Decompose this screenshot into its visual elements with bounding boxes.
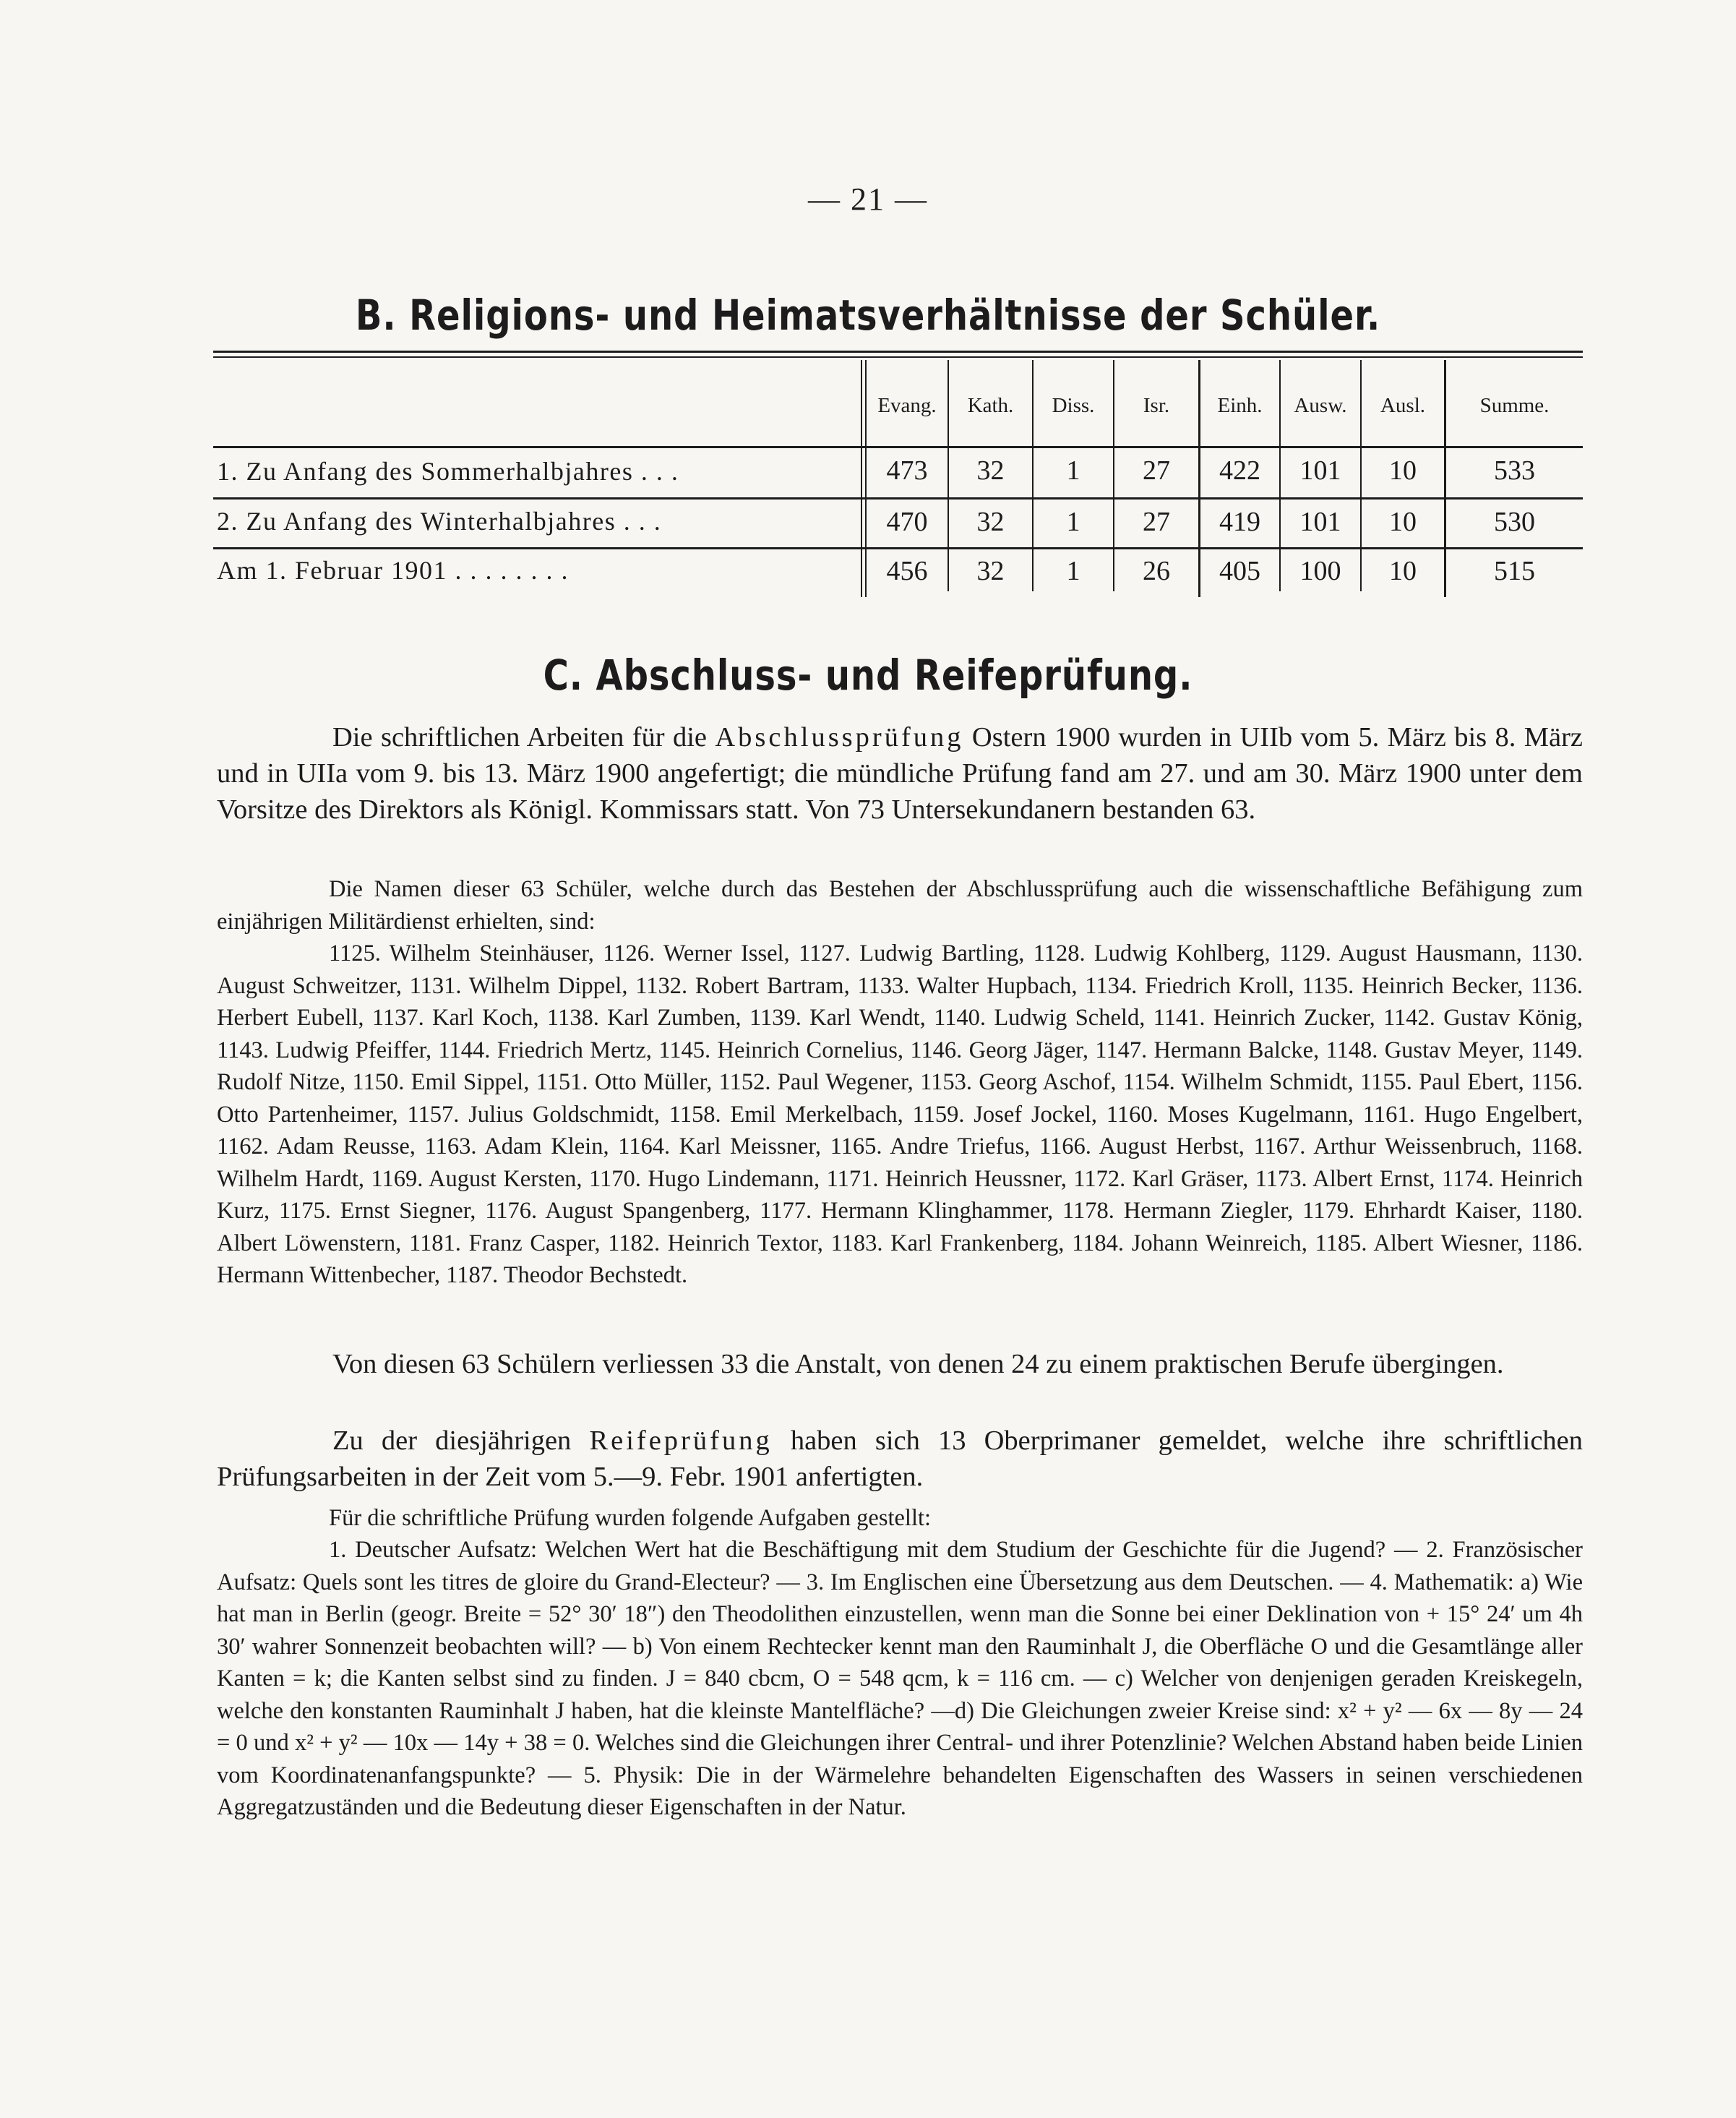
paragraph-text: Zu der diesjährigen [332, 1425, 590, 1456]
table-header-cell: Kath. [967, 394, 1014, 417]
table-cell: 1 [1066, 507, 1080, 537]
table-header-cell: Ausl. [1380, 394, 1426, 417]
paragraph-text: Die schriftlichen Arbeiten für die [332, 722, 716, 753]
table-cell: 10 [1389, 507, 1417, 537]
paragraph-text: haben sich 13 Oberprimaner gemeldet, welche ihre schriftlichen Prüfungsarbeiten in der Zeit vom 5.—9. Febr. 1901 anfertigten. [217, 1425, 1584, 1492]
paragraph-left-school: Von diesen 63 Schülern verliessen 33 die Anstalt, von denen 24 zu einem praktischen Berufe übergingen. [332, 1349, 1504, 1379]
spaced-term: Reifeprüfung [589, 1425, 773, 1456]
paragraph-tasks-intro: Für die schriftliche Prüfung wurden folgende Aufgaben gestellt: [329, 1505, 932, 1531]
paragraph-tasks: 1. Deutscher Aufsatz: Welchen Wert hat die Beschäftigung mit dem Studium der Geschichte für die Jugend? — 2. Französischer Aufsatz: Quels sont les titres de gloire du Grand-Electeur? — 3. Im Englischen eine Übersetzung aus dem Deutschen. — 4. Mathematik: a) Wie hat man in Berlin (geogr. Breite = 52° 30′ 18″) den Theodolithen einzustellen, wenn man die Sonne bei einer Deklination von + 15° 24′ um 4h 30′ wahrer Sonnenzeit beobachten will? — b) Von einem Rechtecker kennt man den Rauminhalt J, die Oberfläche O und die Gesamtlänge aller Kanten = k; die Kanten selbst sind zu finden. J = 840 cbcm, O = 548 qcm, k = 116 cm. — c) Welcher von denjenigen geraden Kreiskegeln, welche den konstanten Rauminhalt J haben, hat die kleinste Mantelfläche? —d) Die Gleichungen zweier Kreise sind: x² + y² — 6x — 8y — 24 = 0 und x² + y² — 10x — 14y + 38 = 0. Welches sind die Gleichungen ihrer Central- und ihrer Potenzlinie? Welchen Abstand haben beide Linien vom Koordinatenanfangspunkte? — 5. Physik: Die in der Wärmelehre behandelten Eigenschaften des Wassers in seinen verschiedenen Aggregatzuständen und die Bedeutung dieser Eigenschaften in der Natur. [217, 1537, 1583, 1820]
table-cell: 27 [1143, 507, 1170, 537]
table-cell: 32 [976, 455, 1005, 486]
table-cell: 473 [886, 455, 928, 486]
paragraph-abschluss [217, 719, 1583, 828]
table-row-label: 1. Zu Anfang des Sommerhalbjahres . . . [217, 457, 679, 486]
table-header-rule [213, 446, 1583, 448]
table-cell: 530 [1494, 507, 1535, 537]
table-header-cell: Evang. [877, 394, 937, 417]
table-cell: 419 [1219, 507, 1260, 537]
table-cell: 10 [1389, 556, 1417, 586]
paragraph-text: Ostern 1900 wurden in UIIb vom 5. März bis 8. März und in UIIa vom 9. bis 13. März 1900 angefertigt; die mündliche Prüfung fand am 27. und am 30. März 1900 unter dem Vorsitze des Direktors als Königl. Kommissars statt. Von 73 Untersekundanern bestanden 63. [217, 722, 1583, 825]
table-row-label: 2. Zu Anfang des Winterhalbjahres . . . [217, 507, 662, 536]
table-cell: 101 [1299, 507, 1341, 537]
table-row1-rule [213, 497, 1583, 500]
table-cell: 32 [976, 507, 1005, 537]
table-header-cell: Ausw. [1294, 394, 1347, 417]
table-header-cell: Einh. [1217, 394, 1263, 417]
table-cell: 27 [1143, 455, 1170, 486]
table-top-rule-1 [213, 351, 1583, 353]
table-cell: 100 [1299, 556, 1341, 586]
section-b-heading: B. Religions- und Heimatsverhältnisse der Schüler. [355, 291, 1381, 340]
spaced-term: Abschlussprüfung [715, 722, 964, 753]
table-header-cell: Isr. [1143, 394, 1170, 417]
table-header-cell: Diss. [1052, 394, 1095, 417]
page-number: — 21 — [808, 181, 928, 217]
table-cell: 101 [1299, 455, 1341, 486]
table-cell: 1 [1066, 556, 1080, 586]
table-cell: 422 [1219, 455, 1260, 486]
table-cell: 470 [886, 507, 928, 537]
table-top-rule-2 [213, 356, 1583, 358]
paragraph-names-intro: Die Namen dieser 63 Schüler, welche durch das Bestehen der Abschlussprüfung auch die wissenschaftliche Befähigung zum einjährigen Militärdienst erhielten, sind: [217, 876, 1583, 935]
paragraph-reifepruefung [217, 1423, 1583, 1495]
table-cell: 533 [1494, 455, 1535, 486]
table-cell: 405 [1219, 556, 1260, 586]
table-header-cell: Summe. [1479, 394, 1550, 417]
table-row-label: Am 1. Februar 1901 . . . . . . . . [217, 556, 569, 585]
table-cell: 26 [1143, 556, 1170, 586]
table-cell: 10 [1389, 455, 1417, 486]
table-row2-rule [213, 547, 1583, 549]
table-cell: 32 [976, 556, 1005, 586]
table-label-separator [861, 360, 862, 597]
table-cell: 1 [1066, 455, 1080, 486]
paragraph-names-list: 1125. Wilhelm Steinhäuser, 1126. Werner Issel, 1127. Ludwig Bartling, 1128. Ludwig Kohlberg, 1129. August Hausmann, 1130. August Schweitzer, 1131. Wilhelm Dippel, 1132. Robert Bartram, 1133. Walter Hupbach, 1134. Friedrich Kroll, 1135. Heinrich Becker, 1136. Herbert Eubell, 1137. Karl Koch, 1138. Karl Zumben, 1139. Karl Wendt, 1140. Ludwig Scheld, 1141. Heinrich Zucker, 1142. Gustav König, 1143. Ludwig Pfeiffer, 1144. Friedrich Mertz, 1145. Heinrich Cornelius, 1146. Georg Jäger, 1147. Hermann Balcke, 1148. Gustav Meyer, 1149. Rudolf Nitze, 1150. Emil Sippel, 1151. Otto Müller, 1152. Paul Wegener, 1153. Georg Aschof, 1154. Wilhelm Schmidt, 1155. Paul Ebert, 1156. Otto Partenheimer, 1157. Julius Goldschmidt, 1158. Emil Merkelbach, 1159. Josef Jockel, 1160. Moses Kugelmann, 1161. Hugo Engelbert, 1162. Adam Reusse, 1163. Adam Klein, 1164. Karl Meissner, 1165. Andre Triefus, 1166. August Herbst, 1167. Arthur Weissenbruch, 1168. Wilhelm Hardt, 1169. August Kersten, 1170. Hugo Lindemann, 1171. Heinrich Heussner, 1172. Karl Gräser, 1173. Albert Ernst, 1174. Heinrich Kurz, 1175. Ernst Siegner, 1176. August Spangenberg, 1177. Hermann Klinghammer, 1178. Hermann Ziegler, 1179. Ehrhardt Kaiser, 1180. Albert Löwenstern, 1181. Franz Casper, 1182. Heinrich Textor, 1183. Karl Frankenberg, 1184. Johann Weinreich, 1185. Albert Wiesner, 1186. Hermann Wittenbecher, 1187. Theodor Bechstedt. [217, 940, 1583, 1288]
section-c-heading: C. Abschluss- und Reifeprüfung. [543, 651, 1193, 700]
table-cell: 515 [1494, 556, 1535, 586]
table-cell: 456 [886, 556, 928, 586]
